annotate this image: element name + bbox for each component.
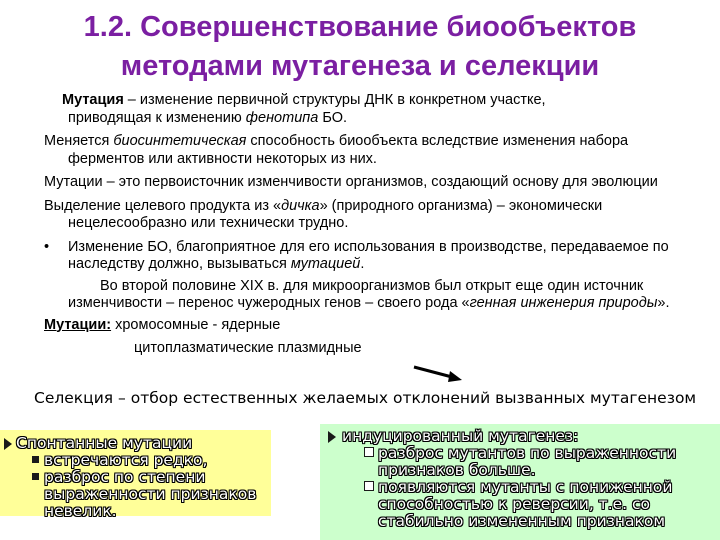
list-item xyxy=(0,452,261,469)
p5-italic: мутацией xyxy=(290,256,361,272)
title-line-2: методами мутагенеза и селекции xyxy=(120,50,600,82)
definition-text: – изменение первичной структуры ДНК в конкретном участке, xyxy=(123,92,546,108)
induced-mutagenesis-box xyxy=(320,424,720,540)
spontaneous-heading: Спонтанные мутации xyxy=(16,434,193,452)
induced-heading: индуцированный мутагенез: xyxy=(342,427,579,445)
p6-indent xyxy=(68,278,100,294)
spontaneous-item-1: встречаются редко, xyxy=(44,451,208,469)
title-line-1: 1.2. Совершенствование биообъектов xyxy=(83,11,637,43)
p2-post: способность биообъекта вследствие изменения набора ферментов или активности некоторых из них. xyxy=(68,133,629,167)
hollow-square-bullet-icon xyxy=(364,481,374,491)
mutations-types-line-1 xyxy=(44,317,684,335)
paragraph-biosynthetic xyxy=(44,133,684,168)
list-item xyxy=(320,479,700,530)
p4-post: » (природного организма) – экономически нецелесообразно или технически трудно. xyxy=(68,197,603,231)
induced-item-2: появляются мутанты с пониженной способностью к реверсии, т.е. со стабильно измененным признаком xyxy=(378,478,673,530)
arrow-bullet-icon xyxy=(328,431,336,443)
p4-pre: Выделение целевого продукта из « xyxy=(44,197,282,214)
p2-italic: биосинтетическая xyxy=(113,133,247,149)
term-mutation: Мутация xyxy=(62,92,124,108)
paragraph-gene-transfer xyxy=(44,278,684,313)
p6-italic: генная инженерия природы xyxy=(469,295,658,311)
p2-pre: Меняется xyxy=(44,133,114,149)
induced-item-1: разброс мутантов по выраженности признаков больше. xyxy=(378,444,677,479)
spontaneous-heading-row xyxy=(0,435,271,452)
main-text xyxy=(44,92,684,358)
p4-italic: дичка xyxy=(281,197,320,214)
mutations-types-1: хромосомные - ядерные xyxy=(111,316,281,333)
right-arrow-icon xyxy=(412,364,464,384)
p5-post: . xyxy=(360,256,365,272)
bullet-dot-icon: • xyxy=(44,238,50,255)
hollow-square-bullet-icon xyxy=(364,447,374,457)
list-item xyxy=(320,445,700,479)
spontaneous-mutations-box xyxy=(0,430,271,520)
filled-square-bullet-icon xyxy=(32,473,39,480)
term-phenotype: фенотипа xyxy=(245,109,319,126)
spontaneous-item-2: разброс по степени выраженности признаков невелик. xyxy=(44,468,257,520)
paragraph-wild-type xyxy=(44,198,684,233)
filled-square-bullet-icon xyxy=(32,456,39,463)
induced-heading-row xyxy=(320,428,720,445)
definition-cont xyxy=(62,110,347,126)
definition-cont-post: БО. xyxy=(318,109,348,126)
definition-cont-pre: приводящая к изменению xyxy=(68,109,246,126)
slide-title xyxy=(0,8,720,86)
p6-pre: Во второй половине XIX в. для микроорганизмов был открыт еще один источник изменчивости – перенос чужеродных генов – своего рода « xyxy=(68,277,644,311)
paragraph-mutation-definition xyxy=(44,92,684,127)
mutations-types-line-2: цитоплазматические плазмидные xyxy=(134,340,362,356)
p6-post: ». xyxy=(657,295,670,311)
paragraph-bullet-change xyxy=(44,239,684,274)
arrow-bullet-icon xyxy=(4,438,12,450)
list-item xyxy=(0,469,261,520)
mutations-label: Мутации: xyxy=(44,316,112,333)
paragraph-variability-source: Мутации – это первоисточник изменчивости организмов, создающий основу для эволюции xyxy=(44,174,658,190)
selection-definition: Селекция – отбор естественных желаемых отклонений вызванных мутагенезом xyxy=(34,389,697,407)
p5-pre: Изменение БО, благоприятное для его использования в производстве, передаваемое по наследству должно, вызываться xyxy=(68,238,669,272)
